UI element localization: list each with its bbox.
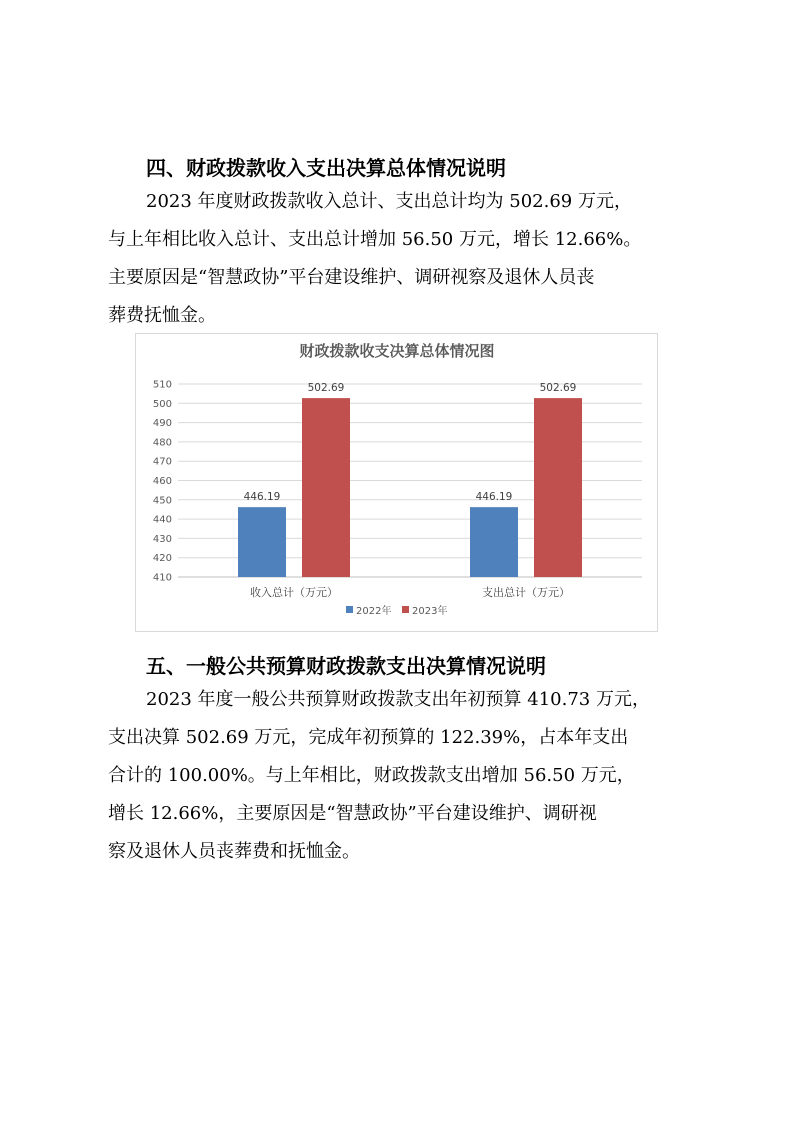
chart-category-labels [250, 585, 570, 599]
paragraph-line: 增长 12.66%，主要原因是“智慧政协”平台建设维护、调研视 [108, 803, 597, 824]
category-label: 支出总计（万元） [482, 586, 570, 599]
y-tick-label: 510 [152, 379, 172, 391]
section4-heading: 四、财政拨款收入支出决算总体情况说明 [146, 156, 506, 180]
chart-y-ticks [153, 380, 172, 584]
section5-paragraph [108, 681, 718, 871]
chart-canvas [136, 334, 659, 633]
category-label: 收入总计（万元） [250, 586, 338, 599]
bar [534, 398, 582, 577]
data-label: 446.19 [243, 491, 281, 504]
y-tick-label: 490 [152, 418, 172, 430]
chart-legend [346, 604, 447, 617]
bar [238, 507, 286, 577]
legend-label: 2022年 [356, 606, 392, 617]
data-label: 502.69 [307, 382, 345, 395]
chart-data-labels [244, 382, 577, 503]
legend-label: 2023年 [412, 606, 448, 617]
paragraph-line: 察及退休人员丧葬费和抚恤金。 [108, 841, 360, 862]
paragraph-line: 合计的 100.00%。与上年相比，财政拨款支出增加 56.50 万元， [108, 765, 635, 786]
budget-bar-chart [135, 333, 658, 632]
paragraph-line: 2023 年度一般公共预算财政拨款支出年初预算 410.73 万元， [146, 689, 650, 710]
paragraph-line: 葬费抚恤金。 [108, 305, 216, 326]
paragraph-line: 支出决算 502.69 万元，完成年初预算的 122.39%，占本年支出 [108, 727, 629, 748]
data-label: 446.19 [475, 491, 513, 504]
section4-paragraph [108, 183, 718, 335]
y-tick-label: 500 [152, 398, 172, 410]
y-tick-label: 460 [152, 476, 172, 487]
y-tick-label: 440 [152, 514, 172, 526]
chart-bars [238, 398, 582, 577]
legend-swatch [402, 606, 409, 613]
chart-title: 财政拨款收支决算总体情况图 [299, 342, 495, 360]
paragraph-line: 2023 年度财政拨款收入总计、支出总计均为 502.69 万元， [146, 191, 632, 212]
paragraph-line: 与上年相比收入总计、支出总计增加 56.50 万元，增长 12.66%。 [108, 229, 642, 250]
bar [302, 398, 350, 577]
y-tick-label: 410 [152, 572, 172, 584]
y-tick-label: 420 [152, 553, 172, 565]
y-tick-label: 470 [152, 456, 172, 468]
bar [470, 507, 518, 577]
paragraph-line: 主要原因是“智慧政协”平台建设维护、调研视察及退休人员丧 [108, 267, 595, 288]
legend-swatch [346, 606, 353, 613]
y-tick-label: 480 [152, 437, 172, 449]
section5-heading: 五、一般公共预算财政拨款支出决算情况说明 [146, 654, 546, 678]
data-label: 502.69 [539, 382, 577, 395]
y-tick-label: 430 [152, 533, 172, 545]
y-tick-label: 450 [152, 495, 172, 507]
